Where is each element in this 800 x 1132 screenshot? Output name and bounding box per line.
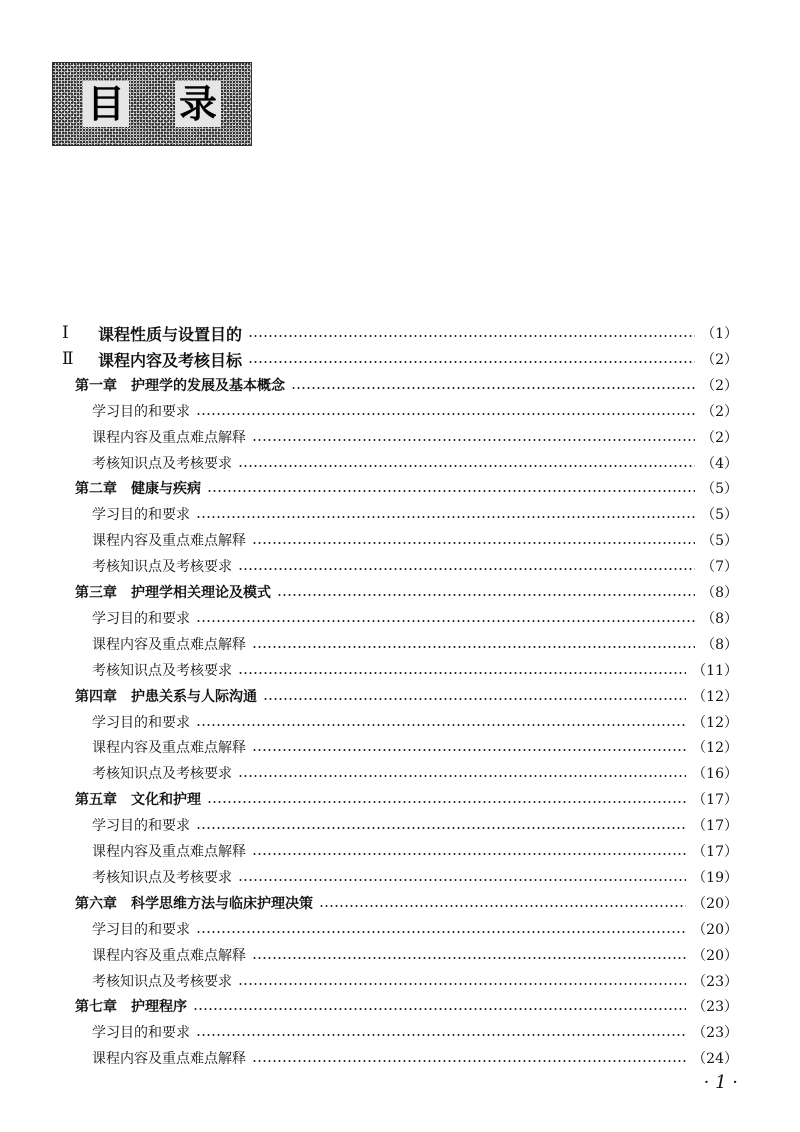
- toc-entry-label: 学习目的和要求: [92, 922, 190, 938]
- toc-page-number: （5）: [701, 533, 738, 549]
- toc-chapter-entry[interactable]: [0, 993, 738, 1019]
- toc-title-char-1: 目: [83, 81, 129, 127]
- toc-page-number: （12）: [692, 689, 738, 705]
- toc-entry-label: 科学思维方法与临床护理决策: [131, 896, 313, 912]
- toc-page-number: （23）: [692, 1025, 738, 1041]
- toc-entry-label: 学习目的和要求: [92, 818, 190, 834]
- toc-entry-label: 课程内容及重点难点解释: [92, 844, 246, 860]
- toc-subentry[interactable]: [0, 424, 738, 450]
- toc-subentry[interactable]: [0, 864, 738, 890]
- dot-leader: [207, 801, 686, 803]
- dot-leader: [207, 490, 695, 492]
- toc-page-number: （11）: [692, 663, 738, 679]
- toc-page-number: （5）: [701, 507, 738, 523]
- toc-part-entry[interactable]: [0, 320, 738, 346]
- toc-entry-label: 学习目的和要求: [92, 1025, 190, 1041]
- toc-chapter-entry[interactable]: [0, 890, 738, 916]
- toc-subentry[interactable]: [0, 709, 738, 735]
- dot-leader: [196, 1034, 686, 1036]
- toc-subentry[interactable]: [0, 1019, 738, 1045]
- dot-leader: [248, 335, 695, 337]
- toc-entry-label: 考核知识点及考核要求: [92, 766, 232, 782]
- toc-entry-label: 学习目的和要求: [92, 404, 190, 420]
- dot-leader: [238, 879, 686, 881]
- toc-chapter-entry[interactable]: [0, 683, 738, 709]
- dot-leader: [196, 516, 695, 518]
- toc-chapter-number: 第三章: [75, 585, 117, 601]
- toc-chapter-number: 第四章: [75, 689, 117, 705]
- toc-entry-label: 学习目的和要求: [92, 611, 190, 627]
- toc-page-number: （8）: [701, 637, 738, 653]
- toc-entry-label: 护患关系与人际沟通: [131, 689, 257, 705]
- dot-leader: [263, 698, 686, 700]
- dot-leader: [252, 957, 686, 959]
- toc-subentry[interactable]: [0, 734, 738, 760]
- toc-page-number: （17）: [692, 844, 738, 860]
- dot-leader: [291, 387, 695, 389]
- toc-part-numeral: Ⅱ: [62, 349, 74, 369]
- toc-entry-label: 考核知识点及考核要求: [92, 870, 232, 886]
- toc-entry-label: 文化和护理: [131, 792, 201, 808]
- toc-entry-label: 课程内容及重点难点解释: [92, 430, 246, 446]
- dot-leader: [277, 594, 695, 596]
- dot-leader: [252, 439, 695, 441]
- toc-subentry[interactable]: [0, 553, 738, 579]
- toc-subentry[interactable]: [0, 838, 738, 864]
- toc-entry-label: 课程内容及考核目标: [98, 350, 243, 370]
- toc-chapter-entry[interactable]: [0, 786, 738, 812]
- toc-entry-label: 学习目的和要求: [92, 507, 190, 523]
- toc-page-number: （2）: [701, 378, 738, 394]
- dot-leader: [319, 905, 686, 907]
- toc-page-number: （8）: [701, 585, 738, 601]
- toc-subentry[interactable]: [0, 527, 738, 553]
- toc-entry-label: 学习目的和要求: [92, 715, 190, 731]
- toc-page-number: （17）: [692, 792, 738, 808]
- toc-chapter-number: 第五章: [75, 792, 117, 808]
- dot-leader: [238, 465, 695, 467]
- toc-entry-label: 考核知识点及考核要求: [92, 663, 232, 679]
- toc-page-number: （20）: [692, 896, 738, 912]
- toc-chapter-number: 第七章: [75, 999, 117, 1015]
- dot-leader: [238, 983, 686, 985]
- page-number: · 1 ·: [703, 1072, 738, 1093]
- dot-leader: [196, 931, 686, 933]
- dot-leader: [238, 568, 695, 570]
- toc-entry-label: 课程内容及重点难点解释: [92, 637, 246, 653]
- toc-subentry[interactable]: [0, 968, 738, 994]
- dot-leader: [238, 775, 686, 777]
- toc-subentry[interactable]: [0, 760, 738, 786]
- toc-subentry[interactable]: [0, 942, 738, 968]
- dot-leader: [196, 620, 695, 622]
- toc-subentry[interactable]: [0, 501, 738, 527]
- toc-subentry[interactable]: [0, 657, 738, 683]
- toc-chapter-number: 第一章: [75, 378, 117, 394]
- toc-title: [83, 81, 221, 127]
- toc-entry-label: 课程内容及重点难点解释: [92, 1051, 246, 1067]
- toc-subentry[interactable]: [0, 605, 738, 631]
- dot-leader: [196, 413, 695, 415]
- toc-page-number: （2）: [701, 352, 738, 368]
- toc-page-number: （17）: [692, 818, 738, 834]
- dot-leader: [238, 672, 686, 674]
- toc-page-number: （12）: [692, 715, 738, 731]
- toc-entry-label: 护理学相关理论及模式: [131, 585, 271, 601]
- toc-page-number: （23）: [692, 974, 738, 990]
- dot-leader: [196, 827, 686, 829]
- toc-part-entry[interactable]: [0, 346, 738, 372]
- dot-leader: [248, 361, 695, 363]
- dot-leader: [252, 1060, 686, 1062]
- toc-entry-label: 课程性质与设置目的: [98, 324, 243, 344]
- toc-entry-label: 考核知识点及考核要求: [92, 559, 232, 575]
- dot-leader: [252, 749, 686, 751]
- dot-leader: [252, 542, 695, 544]
- toc-page-number: （16）: [692, 766, 738, 782]
- toc-page-number: （4）: [701, 456, 738, 472]
- toc-subentry[interactable]: [0, 916, 738, 942]
- toc-subentry[interactable]: [0, 1045, 738, 1071]
- toc-page-number: （24）: [692, 1051, 738, 1067]
- toc-title-char-2: 录: [175, 81, 221, 127]
- toc-subentry[interactable]: [0, 631, 738, 657]
- toc-page-number: （20）: [692, 948, 738, 964]
- toc-page-number: （23）: [692, 999, 738, 1015]
- toc-entry-label: 课程内容及重点难点解释: [92, 740, 246, 756]
- toc-subentry[interactable]: [0, 450, 738, 476]
- dot-leader: [252, 646, 695, 648]
- toc-page-number: （19）: [692, 870, 738, 886]
- toc-chapter-number: 第六章: [75, 896, 117, 912]
- toc-page-number: （12）: [692, 740, 738, 756]
- toc-entry-label: 课程内容及重点难点解释: [92, 948, 246, 964]
- toc-entry-label: 考核知识点及考核要求: [92, 456, 232, 472]
- toc-chapter-entry[interactable]: [0, 475, 738, 501]
- toc-entry-label: 考核知识点及考核要求: [92, 974, 232, 990]
- toc-subentry[interactable]: [0, 398, 738, 424]
- toc-page-number: （8）: [701, 611, 738, 627]
- toc-entry-label: 健康与疾病: [131, 481, 201, 497]
- toc-chapter-number: 第二章: [75, 481, 117, 497]
- toc-page-number: （1）: [701, 326, 738, 342]
- toc-chapter-entry[interactable]: [0, 372, 738, 398]
- toc-page-number: （5）: [701, 481, 738, 497]
- toc-entry-label: 护理学的发展及基本概念: [131, 378, 285, 394]
- toc-entry-label: 护理程序: [131, 999, 187, 1015]
- toc-subentry[interactable]: [0, 812, 738, 838]
- dot-leader: [196, 724, 686, 726]
- toc-entry-label: 课程内容及重点难点解释: [92, 533, 246, 549]
- dot-leader: [252, 853, 686, 855]
- toc-part-numeral: Ⅰ: [62, 323, 69, 343]
- dot-leader: [193, 1008, 686, 1010]
- toc-title-box: [52, 62, 252, 146]
- toc-chapter-entry[interactable]: [0, 579, 738, 605]
- toc-page-number: （20）: [692, 922, 738, 938]
- toc-page-number: （7）: [701, 559, 738, 575]
- toc-page-number: （2）: [701, 404, 738, 420]
- toc-page-number: （2）: [701, 430, 738, 446]
